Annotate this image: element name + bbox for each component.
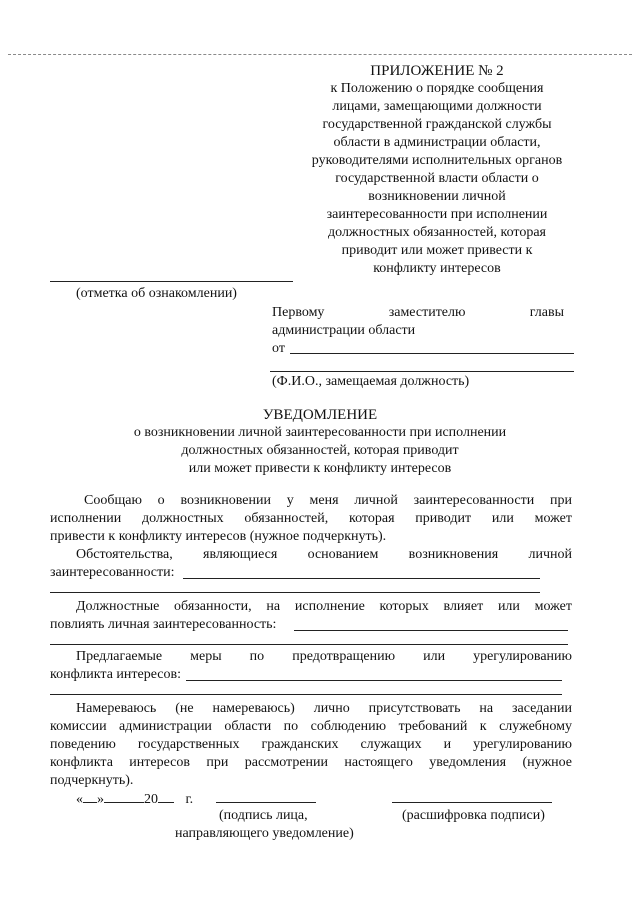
measures-extra-line [50,694,562,695]
paragraph-report [50,492,572,546]
date-quote-open: « [76,792,83,807]
notice-subtitle-line: или может привести к конфликту интересов [188,461,452,476]
from-label: от [272,341,285,356]
appendix-line: к Положению о порядке сообщения [330,81,544,96]
date-year-suffix: г. [185,792,194,807]
measures-field-line [186,680,562,681]
circumstances-line-1: Обстоятельства, являющиеся основанием возникновения личной [76,547,572,562]
appendix-line: области в администрации области, [333,135,541,150]
acknowledgement-caption: (отметка об ознакомлении) [76,286,237,301]
text-line: привести к конфликту интересов (нужное подчеркнуть). [50,529,387,544]
circumstances-extra-line [50,592,540,593]
appendix-line: должностных обязанностей, которая [328,225,546,240]
signature-decode-line [392,802,552,803]
circumstances-field-line [183,578,540,579]
duties-label: повлиять личная заинтересованность: [50,617,277,632]
text-line: конфликта интересов при рассмотрении настоящего уведомления (нужное [50,755,572,770]
addressee-line-1 [272,304,564,322]
measures-line-1: Предлагаемые меры по предотвращению или урегулированию [76,649,572,664]
from-field-line [290,353,574,354]
circumstances-label: заинтересованности: [50,565,175,580]
appendix-line: заинтересованности при исполнении [326,207,548,222]
appendix-line: государственной власти области о [335,171,539,186]
date-quote-close: » [97,792,104,807]
appendix-header [290,62,584,278]
text-line: поведению государственных гражданских служащих и урегулированию [50,737,572,752]
fio-caption: (Ф.И.О., замещаемая должность) [272,374,470,389]
notice-subtitle-line: должностных обязанностей, которая приводит [181,443,459,458]
appendix-line: руководителями исполнительных органов [311,153,563,168]
text-line: комиссии администрации области по соблюдению требований к служебному [50,719,572,734]
duties-line-1: Должностные обязанности, на исполнение которых влияет или может [76,599,572,614]
date-year-field [158,788,174,803]
top-dashed-divider [8,54,632,55]
appendix-title: ПРИЛОЖЕНИЕ № 2 [370,63,504,79]
signature-caption-continued: направляющего уведомление) [175,826,354,841]
date-year: 20 [144,792,158,807]
signature-caption: (подпись лица, [219,808,308,823]
duties-field-line [294,630,568,631]
date-field [76,788,193,809]
appendix-line: государственной гражданской службы [322,117,552,132]
signature-line [216,802,316,803]
date-day-field [83,788,97,803]
appendix-line: лицами, замещающими должности [332,99,542,114]
notice-subtitle-line: о возникновении личной заинтересованности при исполнении [133,425,507,440]
fio-field-line [270,371,574,372]
duties-extra-line [50,644,568,645]
text-line: исполнении должностных обязанностей, которая приводит или может [50,511,572,526]
notice-title: УВЕДОМЛЕНИЕ [262,407,378,423]
addressee-line-2: администрации области [272,323,416,338]
appendix-line: возникновении личной [368,189,506,204]
paragraph-intention [50,700,572,790]
addressee-word: главы [529,305,564,320]
appendix-line: приводит или может привести к [341,243,533,258]
text-line: Намереваюсь (не намереваюсь) лично присутствовать на заседании [76,701,572,716]
appendix-line: конфликту интересов [373,261,501,276]
addressee-word: заместителю [388,305,466,320]
measures-label: конфликта интересов: [50,667,181,682]
decode-caption: (расшифровка подписи) [402,808,545,823]
acknowledgement-line [50,281,293,282]
addressee-word: Первому [272,305,325,320]
text-line: Сообщаю о возникновении у меня личной заинтересованности при [84,493,572,508]
text-line: подчеркнуть). [50,773,134,788]
date-month-field [104,788,144,803]
